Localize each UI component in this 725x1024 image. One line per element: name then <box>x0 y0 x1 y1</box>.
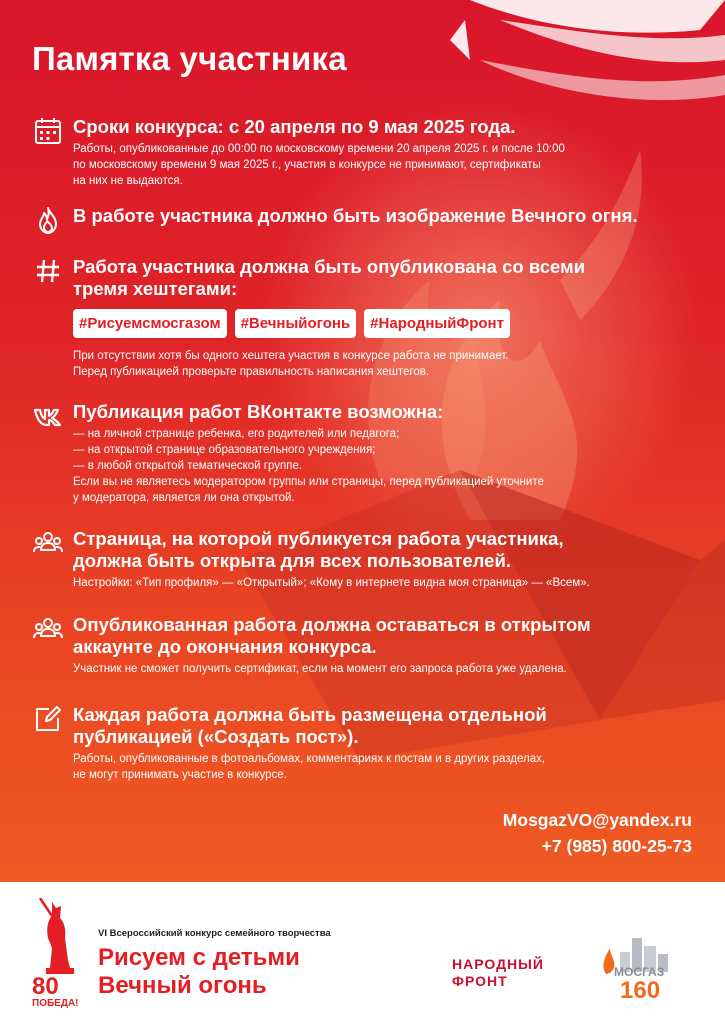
section-description: Работы, опубликованные в фотоальбомах, комментариях к постам и в других разделах, не могут принимать участие в конкурсе. <box>73 753 546 781</box>
svg-text:ПОБЕДА!: ПОБЕДА! <box>32 998 79 1008</box>
section-description: Участник не сможет получить сертификат, если на момент его запроса работа уже удалена. <box>73 663 567 675</box>
section-heading: Публикация работ ВКонтакте возможна: <box>73 401 444 422</box>
section-description: — на личной странице ребенка, его родителей или педагога; — на открытой странице образовательного учреждения; — в любой открытой тематической группе. Если вы не являетесь модератором группы или страницы, перед публикацией уточните у модератора, является ли она открытой. <box>73 428 544 504</box>
page-title: Памятка участника <box>32 40 347 77</box>
contact-email[interactable]: MosgazVO@yandex.ru <box>502 810 692 830</box>
section-description: Работы, опубликованные до 00:00 по московскому времени 20 апреля 2025 г. и после 10:00 по московскому времени 9 мая 2025 г., участия в конкурсе не принимают, сертификаты на них не выдаются. <box>73 143 565 187</box>
hashtag-badge: #Вечныйогонь <box>235 309 357 338</box>
svg-text:160: 160 <box>620 977 661 1000</box>
contact-phone[interactable]: +7 (985) 800-25-73 <box>541 836 692 856</box>
footer <box>0 882 725 1024</box>
contest-subtitle: VI Всероссийский конкурс семейного творчества <box>98 928 331 939</box>
contacts <box>503 807 692 859</box>
section-description: Настройки: «Тип профиля» — «Открытый»; «Кому в интернете видна моя страница» — «Всем». <box>73 577 590 589</box>
contest-title: Рисуем с детьми Вечный огонь <box>98 944 300 999</box>
section-heading: Страница, на которой публикуется работа участника, должна быть открыта для всех пользователей. <box>73 528 564 571</box>
edit-icon <box>33 704 63 734</box>
hashtag-icon <box>33 256 63 286</box>
flame-icon <box>33 205 63 235</box>
hashtag-badge: #НародныйФронт <box>364 309 510 338</box>
section-heading: Опубликованная работа должна оставаться в открытом аккаунте до окончания конкурса. <box>73 614 591 657</box>
users-icon <box>33 528 63 558</box>
svg-text:МОСГАЗ: МОСГАЗ <box>614 965 665 979</box>
users-icon <box>33 614 63 644</box>
hashtag-list <box>73 309 713 338</box>
section-description: При отсутствии хотя бы одного хештега участия в конкурсе работа не принимает. Перед публикацией проверьте правильность написания хештегов. <box>73 350 509 378</box>
section-heading: Работа участника должна быть опубликована со всеми тремя хештегами: <box>73 256 586 299</box>
vk-icon <box>33 401 63 431</box>
section-heading: Сроки конкурса: с 20 апреля по 9 мая 2025 года. <box>73 116 516 137</box>
narodny-front-logo: НАРОДНЫЙ ФРОНТ <box>452 956 544 989</box>
victory-80-logo <box>30 898 90 1008</box>
mosgaz-160-logo <box>592 934 692 1000</box>
section-heading: В работе участника должно быть изображение Вечного огня. <box>73 205 638 226</box>
calendar-icon <box>33 116 63 146</box>
svg-text:80: 80 <box>32 973 59 1000</box>
hashtag-badge: #Рисуемсмосгазом <box>73 309 227 338</box>
section-heading: Каждая работа должна быть размещена отдельной публикацией («Создать пост»). <box>73 704 547 747</box>
